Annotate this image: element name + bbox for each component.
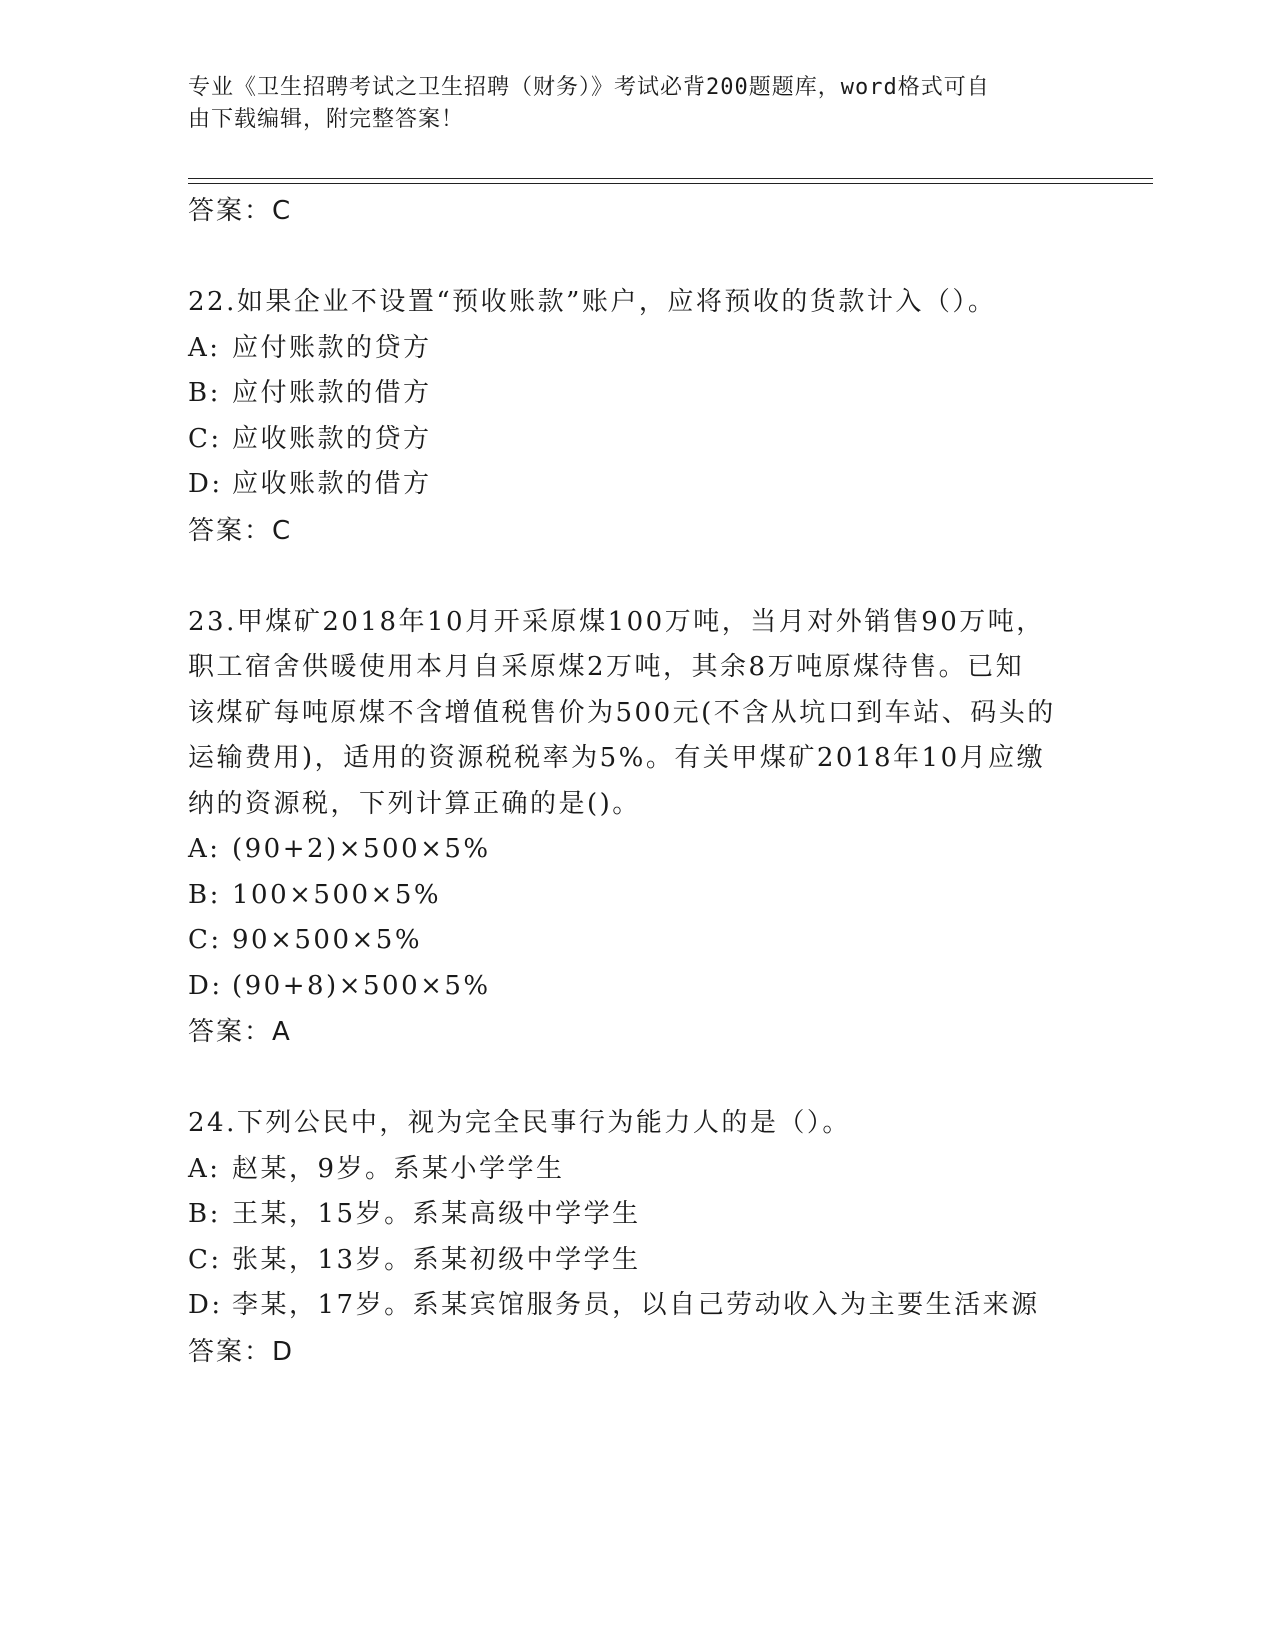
option-b [188,371,1088,417]
option-key: A: [188,834,221,864]
question-stem-line: 运输费用)，适用的资源税税率为5%。有关甲煤矿2018年10月应缴 [188,743,1046,773]
option-text: 应收账款的贷方 [232,423,432,454]
option-text: 应付账款的贷方 [232,332,432,363]
option-a [188,326,1088,372]
option-text: 应收账款的借方 [232,469,432,499]
question-24 [188,1101,1088,1375]
answer-line: 答案：C [188,515,293,546]
document-body [188,188,1088,1375]
option-key: B: [188,1199,221,1229]
option-text: 李某，17岁。系某宾馆服务员，以自己劳动收入为主要生活来源 [232,1290,1040,1320]
option-a [188,1147,1088,1193]
page-header [188,72,1068,136]
option-c [188,417,1088,463]
option-key: C: [188,1244,222,1275]
header-line-2: 由下载编辑，附完整答案！ [188,107,465,132]
answer-line: 答案：A [188,1017,292,1047]
option-text: 应付账款的借方 [232,378,432,408]
option-d [188,1283,1088,1329]
option-key: D: [188,970,223,1001]
question-22 [188,280,1088,554]
header-line-1: 专业《卫生招聘考试之卫生招聘（财务）》考试必背200题题库，word格式可自 [188,75,990,100]
option-d [188,964,1088,1010]
question-stem-line: 24.下列公民中，视为完全民事行为能力人的是（）。 [188,1108,851,1138]
question-stem-line: 23.甲煤矿2018年10月开采原煤100万吨，当月对外销售90万吨， [188,606,1045,637]
question-stem-line: 22.如果企业不设置“预收账款”账户，应将预收的货款计入（）。 [188,287,997,317]
option-d [188,462,1088,508]
option-key: C: [188,423,222,454]
option-text: 张某，13岁。系某初级中学学生 [232,1244,641,1275]
question-stem-line: 纳的资源税，下列计算正确的是()。 [188,788,641,819]
option-c [188,918,1088,964]
option-key: A: [188,332,221,363]
option-text: 90×500×5% [232,925,423,955]
option-key: D: [188,469,223,499]
option-key: C: [188,925,222,955]
option-key: D: [188,1290,223,1320]
question-stem-line: 该煤矿每吨原煤不含增值税售价为500元(不含从坑口到车站、码头的 [188,697,1056,728]
option-text: 王某，15岁。系某高级中学学生 [232,1199,641,1229]
option-b [188,1192,1088,1238]
option-text: 赵某，9岁。系某小学学生 [232,1153,565,1184]
question-stem-line: 职工宿舍供暖使用本月自采原煤2万吨，其余8万吨原煤待售。已知 [188,652,1025,682]
option-a [188,827,1088,873]
option-text: 100×500×5% [232,879,442,910]
option-c [188,1238,1088,1284]
header-divider-bottom [188,183,1153,184]
answer-line: 答案：D [188,1336,295,1367]
option-key: B: [188,378,221,408]
option-key: A: [188,1153,221,1184]
question-23 [188,600,1088,1056]
option-text: (90+8)×500×5% [232,970,491,1001]
option-key: B: [188,879,221,910]
option-b [188,873,1088,919]
previous-answer: 答案：C [188,196,293,226]
option-text: (90+2)×500×5% [232,834,491,864]
header-divider-top [188,178,1153,179]
